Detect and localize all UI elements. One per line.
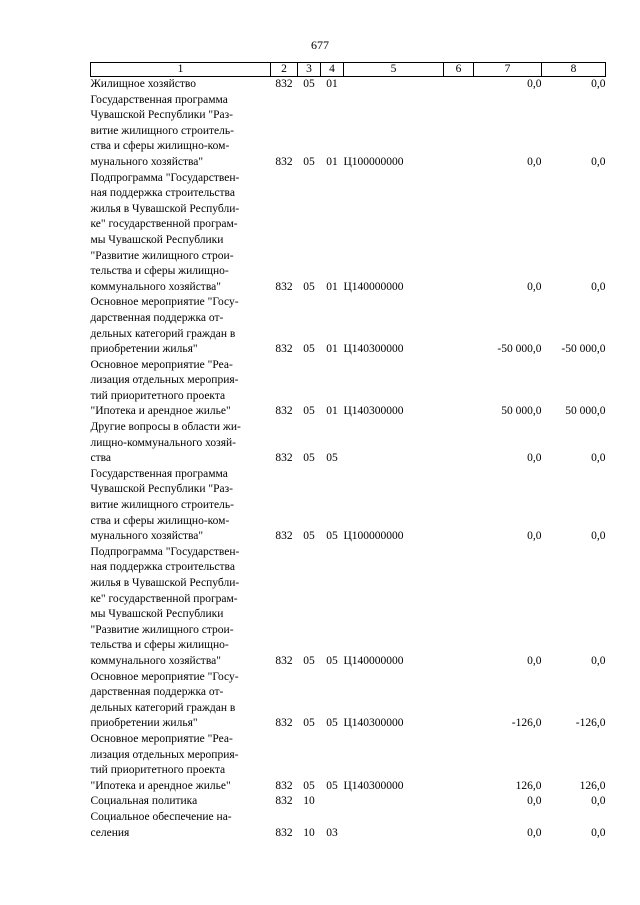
table-row [91,670,606,732]
cell-name-line: витие жилищного строитель- [90,499,234,512]
cell-name [91,171,271,296]
cell-name-line: Государственная программа [90,93,228,106]
cell-amount-1: 50 000,0 [501,405,542,418]
cell-name [91,93,271,171]
cell-name-line: селения [90,826,130,839]
table-row [91,467,606,545]
cell-name-line: мунального хозяйства" [90,155,204,168]
cell-code: 832 [275,779,293,792]
cell-subsection [321,794,344,810]
cell-name-line: ная поддержка строительства [90,187,235,200]
cell-expense-group [444,467,474,545]
cell-target-article [344,794,444,810]
cell-target-article [344,810,444,841]
cell-subsection: 05 [326,530,338,543]
cell-code: 832 [275,452,293,465]
cell-code: 832 [275,717,293,730]
cell-amount-2: 0,0 [591,795,606,808]
cell-name-line: лизация отдельных мероприя- [90,748,239,761]
cell-name-line: ства и сферы жилищно-ком- [90,514,230,527]
cell-name-line: Основное мероприятие "Реа- [90,358,233,371]
header-col-5: 5 [344,63,444,77]
table-row [91,295,606,357]
cell-amount-1: 0,0 [527,155,542,168]
cell-name-line: Социальная политика [90,795,198,808]
cell-name-line: лищно-коммунального хозяй- [90,436,237,449]
cell-name-line: жилья в Чувашской Республи- [90,202,240,215]
cell-name-line: лизация отдельных мероприя- [90,374,239,387]
cell-subsection: 01 [326,155,338,168]
cell-name-line: приобретении жилья" [90,717,198,730]
cell-amount-2: 0,0 [591,530,606,543]
cell-section: 05 [303,779,315,792]
header-col-8: 8 [542,63,606,77]
cell-name-line: "Ипотека и арендное жилье" [90,779,231,792]
cell-expense-group [444,93,474,171]
cell-amount-1: 0,0 [527,78,542,90]
cell-subsection: 05 [326,779,338,792]
table-row [91,794,606,810]
cell-name-line: Основное мероприятие "Госу- [90,296,239,309]
cell-expense-group [444,810,474,841]
cell-name-line: Подпрограмма "Государствен- [90,171,240,184]
cell-amount-2: 0,0 [591,155,606,168]
table-row [91,171,606,296]
cell-amount-1: 0,0 [527,280,542,293]
cell-target-article [344,420,444,467]
cell-expense-group [444,295,474,357]
cell-expense-group [444,732,474,794]
cell-section: 05 [303,452,315,465]
cell-subsection: 01 [326,343,338,356]
cell-amount-2: 0,0 [591,826,606,839]
cell-name-line: мунального хозяйства" [90,530,204,543]
cell-name-line: Другие вопросы в области жи- [90,421,241,434]
cell-name-line: Чувашской Республики "Раз- [90,109,233,122]
cell-amount-1: 0,0 [527,654,542,667]
cell-amount-1: 0,0 [527,795,542,808]
cell-name [91,467,271,545]
cell-section: 10 [303,826,315,839]
cell-amount-2: -50 000,0 [561,343,606,356]
cell-name-line: "Развитие жилищного строи- [90,623,234,636]
cell-name-line: ке" государственной програм- [90,218,238,231]
cell-amount-2: 0,0 [591,78,606,90]
table-row [91,358,606,420]
cell-name-line: мы Чувашской Республики [90,233,224,246]
cell-name-line: жилья в Чувашской Республи- [90,577,240,589]
cell-code: 832 [275,343,293,356]
table-header [91,63,606,77]
table-body [91,77,606,842]
cell-expense-group [444,77,474,93]
cell-subsection: 01 [326,78,338,90]
cell-target-article: Ц140300000 [343,405,404,418]
cell-subsection: 01 [326,405,338,418]
cell-subsection: 01 [326,280,338,293]
cell-name-line: витие жилищного строитель- [90,124,234,137]
cell-name-line: "Развитие жилищного строи- [90,249,234,262]
page-number: 677 [311,38,329,52]
cell-name-line: мы Чувашской Республики [90,608,224,621]
table-row [91,420,606,467]
cell-name [91,670,271,732]
cell-amount-2: 0,0 [591,452,606,465]
header-col-1: 1 [91,63,271,77]
cell-amount-2: 0,0 [591,654,606,667]
cell-name-line: Чувашской Республики "Раз- [90,483,233,496]
cell-target-article: Ц140300000 [343,779,404,792]
cell-name-line: "Ипотека и арендное жилье" [90,405,231,418]
cell-section: 05 [303,717,315,730]
cell-amount-1: 0,0 [527,826,542,839]
header-col-3: 3 [298,63,321,77]
cell-expense-group [444,420,474,467]
cell-name [91,295,271,357]
cell-section: 05 [303,530,315,543]
cell-amount-1: 0,0 [527,452,542,465]
cell-code: 832 [275,280,293,293]
cell-name-line: тельства и сферы жилищно- [90,265,229,278]
cell-expense-group [444,670,474,732]
cell-target-article: Ц140300000 [343,717,404,730]
cell-name [91,545,271,670]
table-row [91,93,606,171]
cell-section: 05 [303,280,315,293]
header-row [91,63,606,77]
cell-target-article: Ц140000000 [343,280,404,293]
cell-name-line: дарственная поддержка от- [90,311,224,324]
cell-section: 10 [303,795,315,808]
cell-code: 832 [275,78,293,90]
cell-amount-1: -126,0 [511,717,542,730]
cell-section: 05 [303,405,315,418]
cell-name-line: ке" государственной програм- [90,592,238,605]
cell-target-article: Ц140300000 [343,343,404,356]
cell-section: 05 [303,343,315,356]
cell-name [91,420,271,467]
budget-table [90,62,606,841]
cell-expense-group [444,794,474,810]
cell-name-line: приобретении жилья" [90,343,198,356]
cell-name [91,732,271,794]
cell-name-line: Жилищное хозяйство [90,78,197,90]
cell-name-line: тий приоритетного проекта [90,764,226,777]
cell-target-article: Ц100000000 [343,155,404,168]
cell-subsection: 03 [326,826,338,839]
header-col-7: 7 [474,63,542,77]
cell-target-article: Ц100000000 [343,530,404,543]
cell-code: 832 [275,530,293,543]
cell-code: 832 [275,826,293,839]
header-col-2: 2 [271,63,298,77]
cell-amount-2: 126,0 [579,779,606,792]
cell-name [91,810,271,841]
cell-name-line: дельных категорий граждан в [90,327,236,340]
cell-target-article [344,77,444,93]
cell-name [91,358,271,420]
cell-name-line: Основное мероприятие "Госу- [90,670,239,683]
cell-name-line: дарственная поддержка от- [90,686,224,699]
cell-section: 05 [303,78,315,90]
cell-expense-group [444,358,474,420]
cell-code: 832 [275,405,293,418]
cell-section: 05 [303,654,315,667]
cell-name-line: Основное мероприятие "Реа- [90,732,233,745]
cell-subsection: 05 [326,717,338,730]
header-col-6: 6 [444,63,474,77]
table-row [91,732,606,794]
cell-amount-1: -50 000,0 [497,343,542,356]
cell-code: 832 [275,155,293,168]
cell-name-line: коммунального хозяйства" [90,280,221,293]
cell-expense-group [444,171,474,296]
cell-name-line: тий приоритетного проекта [90,389,226,402]
cell-code: 832 [275,654,293,667]
cell-amount-1: 126,0 [515,779,542,792]
cell-amount-2: 50 000,0 [565,405,606,418]
cell-target-article: Ц140000000 [343,654,404,667]
cell-name-line: тельства и сферы жилищно- [90,639,229,652]
cell-name-line: Подпрограмма "Государствен- [90,545,240,558]
cell-name-line: ства и сферы жилищно-ком- [90,140,230,153]
cell-name [91,77,271,93]
cell-amount-2: -126,0 [575,717,606,730]
cell-name [91,794,271,810]
table-row [91,545,606,670]
cell-expense-group [444,545,474,670]
cell-section: 05 [303,155,315,168]
cell-name-line: ства [90,452,112,465]
cell-subsection: 05 [326,452,338,465]
cell-name-line: коммунального хозяйства" [90,654,221,667]
cell-code: 832 [275,795,293,808]
cell-name-line: дельных категорий граждан в [90,701,236,714]
cell-name-line: Государственная программа [90,467,228,480]
cell-amount-1: 0,0 [527,530,542,543]
cell-name-line: Социальное обеспечение на- [90,810,232,823]
table-row [91,810,606,841]
header-col-4: 4 [321,63,344,77]
table-row [91,77,606,93]
cell-name-line: ная поддержка строительства [90,561,235,574]
cell-amount-2: 0,0 [591,280,606,293]
cell-subsection: 05 [326,654,338,667]
